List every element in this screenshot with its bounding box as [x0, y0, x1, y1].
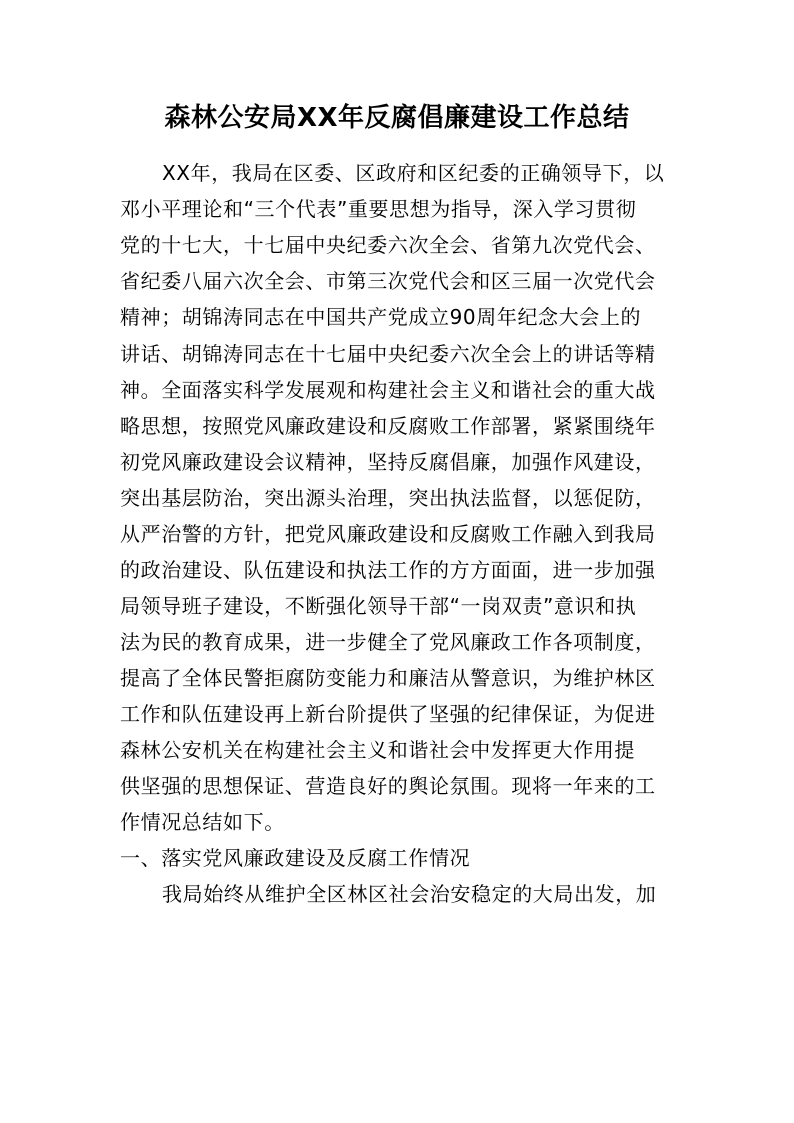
paragraph-line: 的政治建设、队伍建设和执法工作的方方面面，进一步加强 — [120, 558, 656, 582]
paragraph-line: 供坚强的思想保证、营造良好的舆论氛围。现将一年来的工 — [120, 774, 656, 798]
paragraph-line: 党的十七大，十七届中央纪委六次全会、省第九次党代会、 — [120, 233, 656, 257]
section-heading: 一、落实党风廉政建设及反腐工作情况 — [120, 846, 471, 870]
paragraph-line: 森林公安机关在构建社会主义和谐社会中发挥更大作用提 — [120, 738, 635, 762]
paragraph-line: 作情况总结如下。 — [120, 810, 285, 834]
paragraph-line: 提高了全体民警拒腐防变能力和廉洁从警意识，为维护林区 — [120, 666, 656, 690]
paragraph-line: 省纪委八届六次全会、市第三次党代会和区三届一次党代会 — [120, 269, 656, 293]
paragraph-line: 讲话、胡锦涛同志在十七届中央纪委六次全会上的讲话等精 — [120, 342, 656, 366]
paragraph-line: 精神；胡锦涛同志在中国共产党成立90周年纪念大会上的 — [120, 305, 642, 329]
paragraph-line: 工作和队伍建设再上新台阶提供了坚强的纪律保证，为促进 — [120, 702, 656, 726]
paragraph-line: 神。全面落实科学发展观和构建社会主义和谐社会的重大战 — [120, 378, 656, 402]
paragraph-line: 法为民的教育成果，进一步健全了党风廉政工作各项制度， — [120, 630, 656, 654]
paragraph-line: 初党风廉政建设会议精神，坚持反腐倡廉，加强作风建设， — [120, 450, 656, 474]
paragraph-line: 略思想，按照党风廉政建设和反腐败工作部署，紧紧围绕年 — [120, 414, 656, 438]
document-title: 森林公安局XX年反腐倡廉建设工作总结 — [164, 103, 630, 133]
paragraph-line: 从严治警的方针，把党风廉政建设和反腐败工作融入到我局 — [120, 522, 656, 546]
paragraph-line: 我局始终从维护全区林区社会治安稳定的大局出发，加 — [162, 882, 657, 906]
paragraph-line: XX年，我局在区委、区政府和区纪委的正确领导下，以 — [162, 161, 665, 185]
paragraph-line: 局领导班子建设，不断强化领导干部“一岗双责”意识和执 — [120, 594, 637, 618]
paragraph-line: 邓小平理论和“三个代表”重要思想为指导，深入学习贯彻 — [120, 197, 637, 221]
paragraph-line: 突出基层防治，突出源头治理，突出执法监督，以惩促防， — [120, 486, 656, 510]
